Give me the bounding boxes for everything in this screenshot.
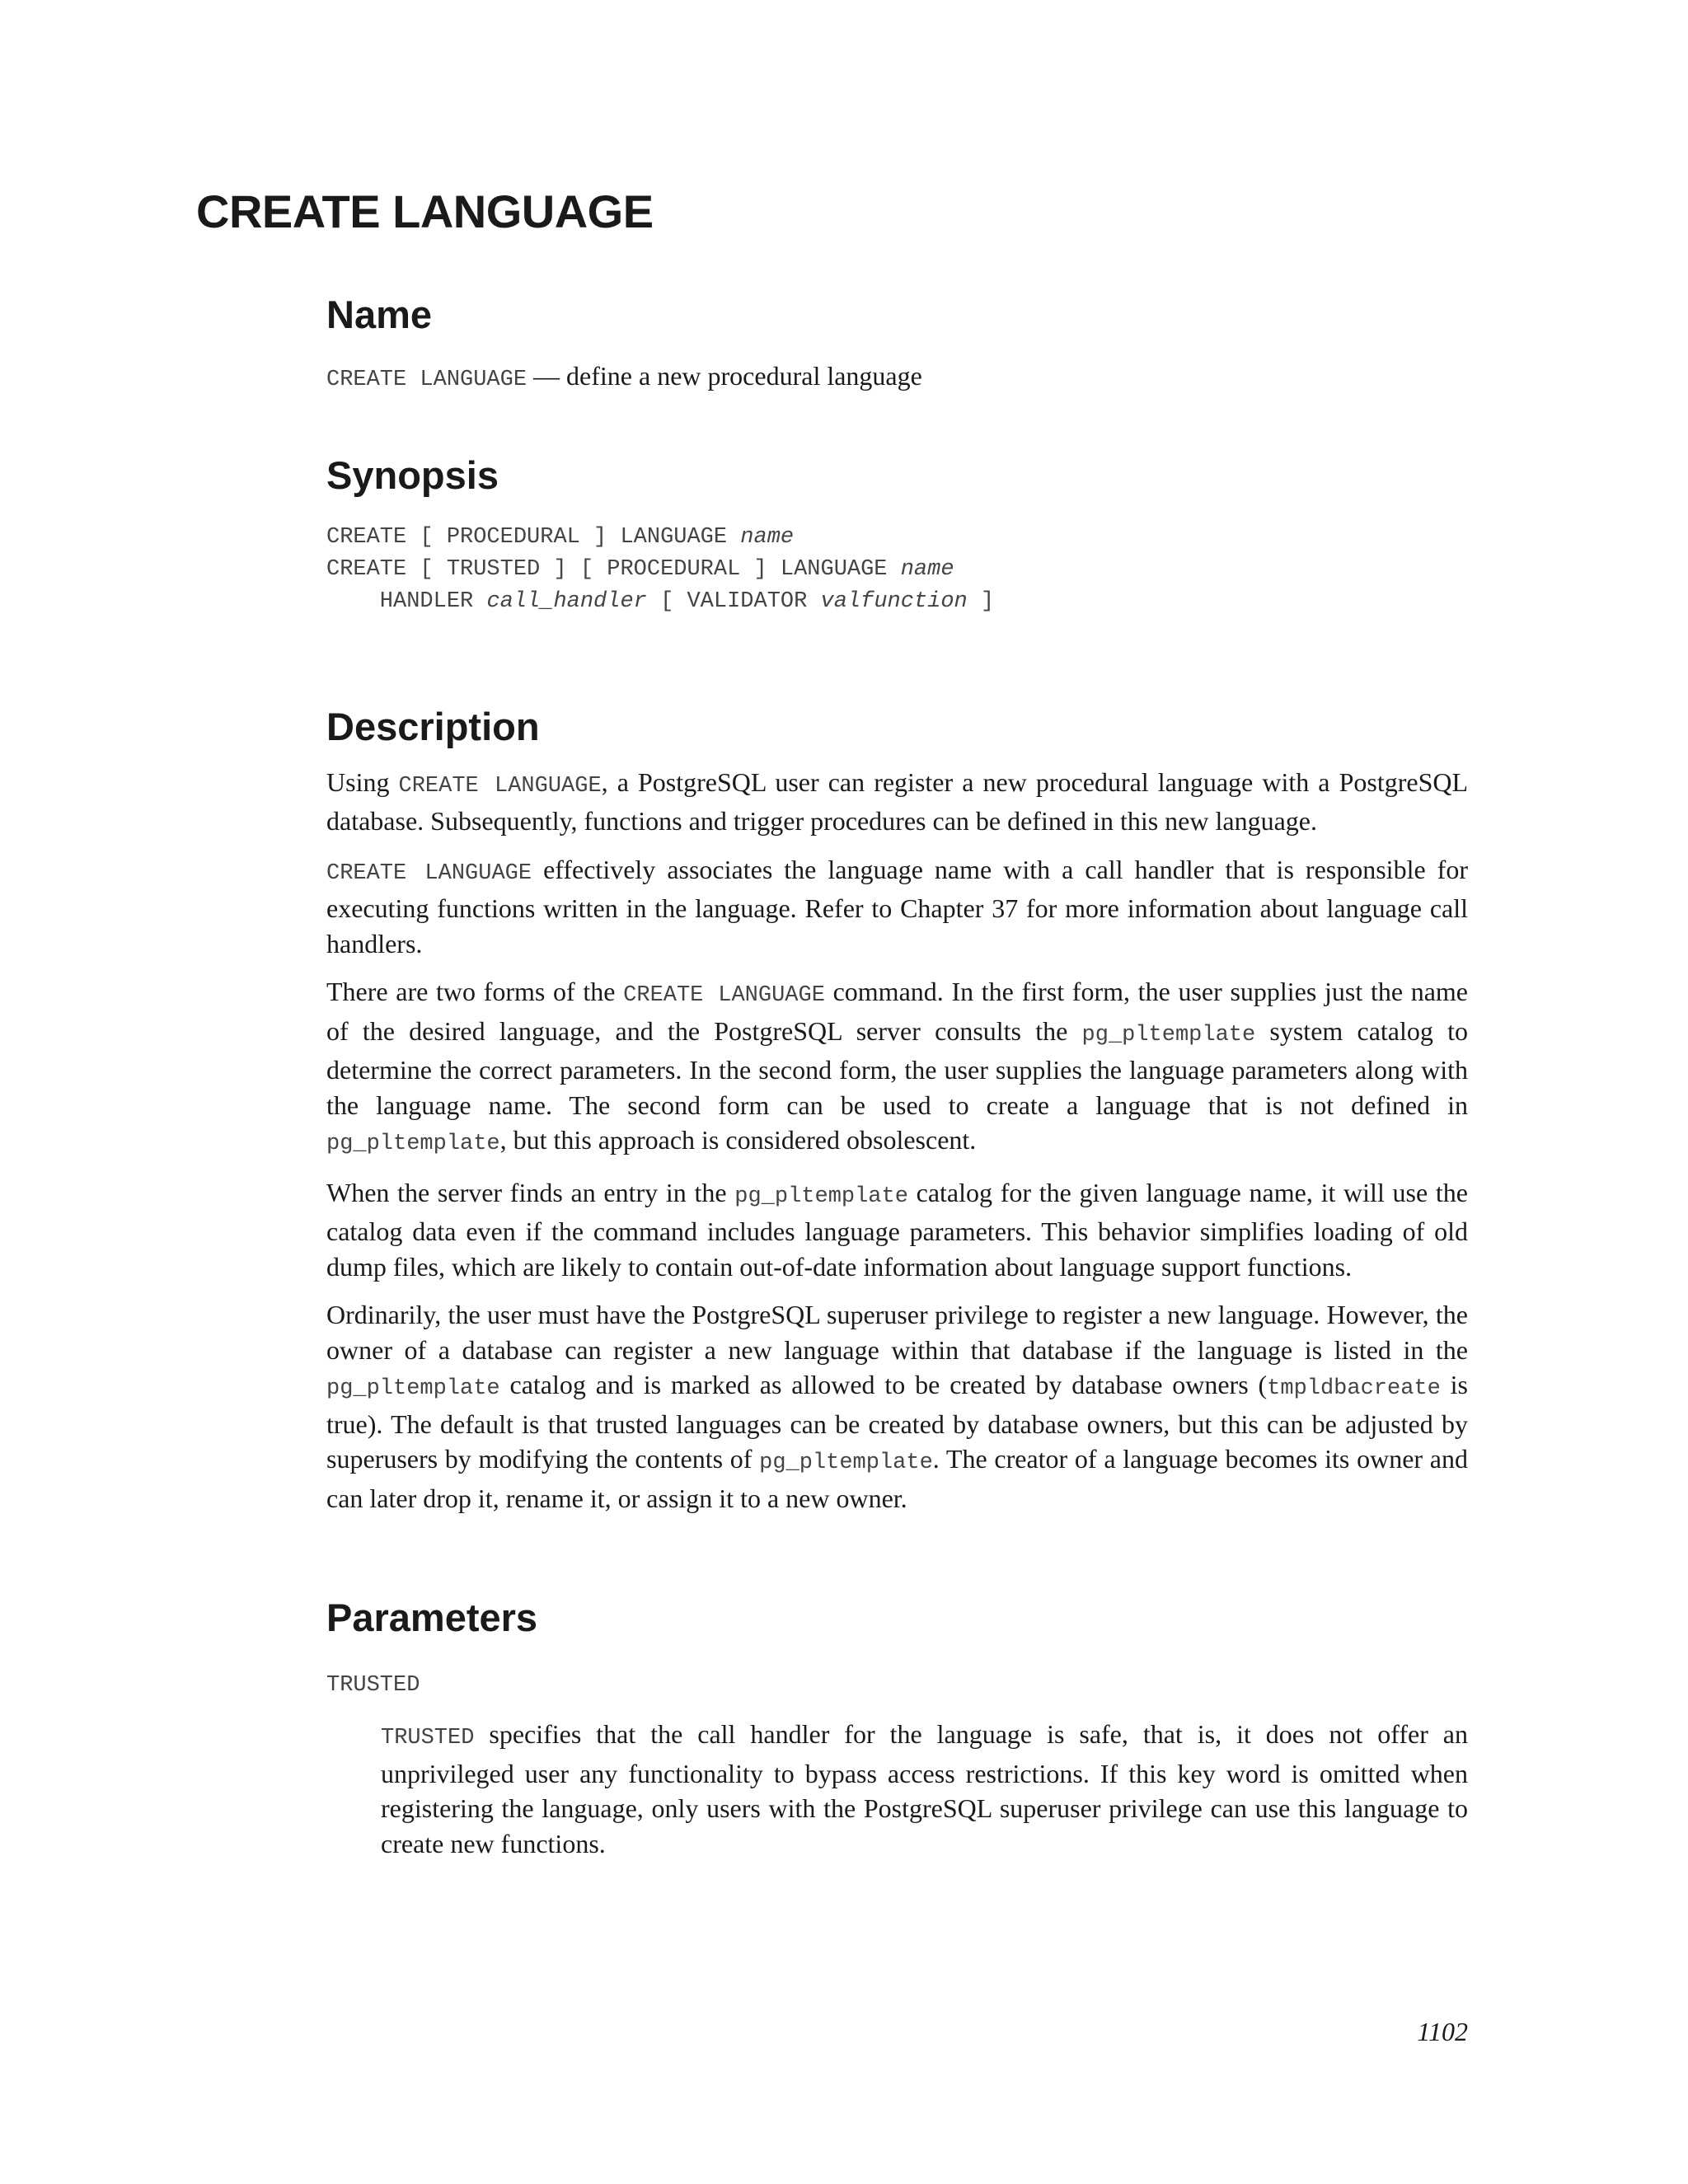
inline-code: CREATE LANGUAGE [623, 983, 825, 1008]
content [326, 290, 1468, 1861]
synopsis-placeholder: valfunction [820, 588, 968, 614]
inline-code: CREATE LANGUAGE [398, 773, 602, 799]
synopsis-placeholder: name [740, 524, 795, 550]
description-paragraph-1: Using CREATE LANGUAGE, a PostgreSQL user can register a new procedural language with a PostgreSQL database. Subsequently, functions and trigger procedures can be defined in this new language. [326, 766, 1469, 836]
synopsis-block [326, 522, 1468, 618]
synopsis-text: ] [967, 588, 995, 614]
param-def-trusted: TRUSTED specifies that the call handler for the language is safe, that is, it does not offer an unprivileged user any functionality to bypass access restrictions. If this key word is omitted when registering the language, only users with the PostgreSQL superuser privilege can use this language to create new functions. [381, 1719, 1468, 1858]
name-heading: Name [326, 293, 433, 336]
page-title: CREATE LANGUAGE [196, 185, 654, 237]
synopsis-text: CREATE [ PROCEDURAL ] LANGUAGE [326, 524, 741, 550]
inline-code: pg_pltemplate [1081, 1022, 1256, 1047]
description-heading: Description [326, 704, 540, 748]
command-name: CREATE LANGUAGE [326, 368, 528, 392]
inline-code: TRUSTED [381, 1726, 475, 1750]
synopsis-text: HANDLER [326, 588, 487, 614]
description-paragraph-3: There are two forms of the CREATE LANGUAGE command. In the first form, the user supplies just the name of the desired language, and the PostgreSQL server consults the pg_pltemplate system catalog to determine the correct parameters. In the second form, the user supplies the language parameters along with the language name. The second form can be used to create a language that is not defined in pg_pltemplate, but this approach is considered obsolescent. [326, 977, 1469, 1156]
summary-text: — define a new procedural language [527, 361, 922, 391]
synopsis-placeholder: name [900, 556, 954, 582]
description-paragraph-4: When the server finds an entry in the pg_pltemplate catalog for the given language name, it will use the catalog data even if the command includes language parameters. This behavior simplifies loading of old dump files, which are likely to contain out-of-date information about language support functions. [326, 1177, 1469, 1282]
synopsis-line-1 [326, 522, 1468, 554]
param-term-trusted: TRUSTED [326, 1673, 420, 1698]
synopsis-heading: Synopsis [326, 452, 499, 497]
synopsis-section [326, 451, 1468, 618]
description-paragraph-2: CREATE LANGUAGE effectively associates the language name with a call handler that is responsible for executing functions written in the language. Refer to Chapter 37 for more information about language call handlers. [326, 854, 1468, 958]
synopsis-line-2 [326, 554, 1468, 586]
name-section [326, 290, 1468, 398]
inline-code: pg_pltemplate [326, 1132, 500, 1156]
inline-code: pg_pltemplate [734, 1183, 908, 1209]
synopsis-text: CREATE [ TRUSTED ] [ PROCEDURAL ] LANGUAGE [326, 556, 901, 582]
inline-code: pg_pltemplate [326, 1376, 500, 1401]
inline-code: pg_pltemplate [759, 1451, 933, 1475]
name-summary [326, 359, 1468, 398]
inline-code: CREATE LANGUAGE [326, 860, 532, 886]
inline-code: tmpldbacreate [1267, 1376, 1441, 1401]
synopsis-placeholder: call_handler [486, 588, 647, 614]
parameters-section [326, 1593, 1468, 1861]
description-section [326, 702, 1468, 1516]
page-number: 1102 [1417, 2017, 1468, 2046]
synopsis-text: [ VALIDATOR [646, 588, 821, 614]
description-paragraph-5: Ordinarily, the user must have the PostgreSQL superuser privilege to register a new language. However, the owner of a database can register a new language within that database if the language is listed in the pg_pltemplate catalog and is marked as allowed to be created by database owners (tmpldbacreate is true). The default is that trusted languages can be created by database owners, but this can be adjusted by superusers by modifying the contents of pg_pltemplate. The creator of a language becomes its owner and can later drop it, rename it, or assign it to a new owner. [326, 1300, 1469, 1513]
parameters-heading: Parameters [326, 1596, 538, 1639]
synopsis-line-3 [326, 586, 1468, 618]
